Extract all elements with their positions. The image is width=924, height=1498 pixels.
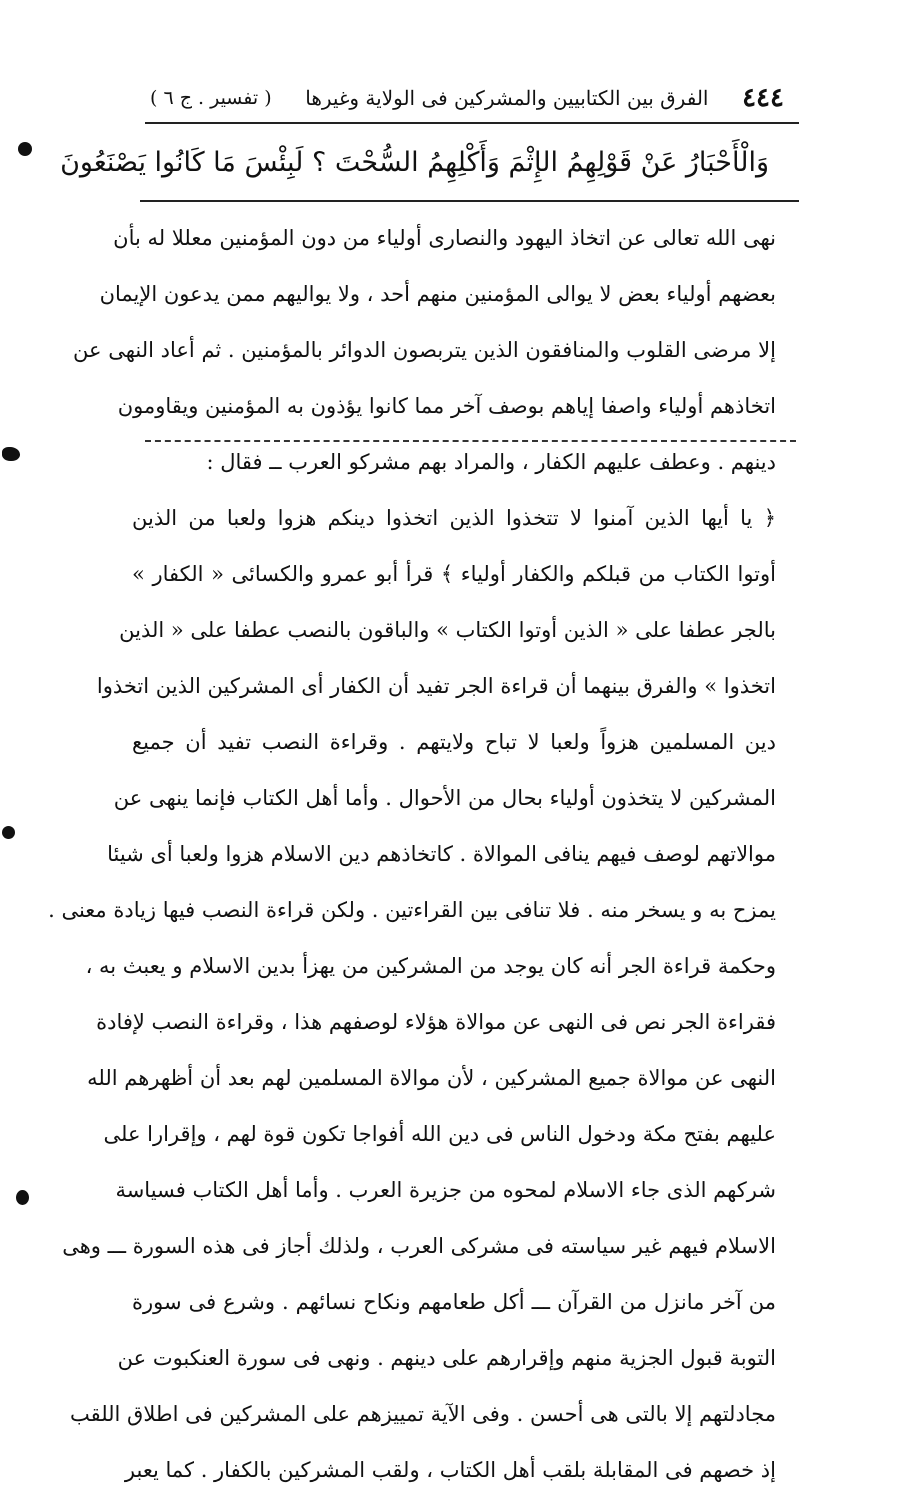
- text-line: المشركين لا يتخذون أولياء بحال من الأحوال . وأما أهل الكتاب فإنما ينهى عن: [113, 786, 776, 810]
- verse-rule: [140, 200, 799, 202]
- text-line: عليهم بفتح مكة ودخول الناس فى دين الله أفواجا تكون قوة لهم ، وإقرارا على: [103, 1122, 776, 1146]
- text-line: إذ خصهم فى المقابلة بلقب أهل الكتاب ، ولقب المشركين بالكفار . كما يعبر: [124, 1458, 776, 1482]
- text-line: دينهم . وعطف عليهم الكفار ، والمراد بهم مشركو العرب ــ فقال :: [206, 450, 776, 474]
- header-rule: [145, 122, 799, 124]
- section-reference: ( تفسير . ج ٦ ): [150, 87, 272, 109]
- running-title: الفرق بين الكتابيين والمشركين فى الولاية وغيرها: [305, 86, 709, 110]
- text-line: من آخر مانزل من القرآن ـــ أكل طعامهم ونكاح نسائهم . وشرع فى سورة: [132, 1290, 776, 1314]
- text-line: التوبة قبول الجزية منهم وإقرارهم على دينهم . ونهى فى سورة العنكبوت عن: [117, 1346, 776, 1370]
- text-line: بعضهم أولياء بعض لا يوالى المؤمنين منهم أحد ، ولا يواليهم ممن يدعون الإيمان: [99, 282, 776, 306]
- text-line: الاسلام فيهم غير سياسته فى مشركى العرب ، ولذلك أجاز فى هذه السورة ـــ وهى: [62, 1234, 776, 1258]
- page-header: [150, 78, 784, 118]
- commentary-text: [48, 210, 776, 1498]
- text-line: إلا مرضى القلوب والمنافقون الذين يتربصون الدوائر بالمؤمنين . ثم أعاد النهى عن: [73, 338, 776, 362]
- text-line: النهى عن موالاة جميع المشركين ، لأن موالاة المسلمين لهم بعد أن أظهرهم الله: [87, 1066, 776, 1090]
- text-line: بالجر عطفا على « الذين أوتوا الكتاب » والباقون بالنصب عطفا على « الذين: [119, 618, 776, 642]
- text-line: شركهم الذى جاء الاسلام لمحوه من جزيرة العرب . وأما أهل الكتاب فسياسة: [115, 1178, 776, 1202]
- text-line: أوتوا الكتاب من قبلكم والكفار أولياء ﴾ قرأ أبو عمرو والكسائى « الكفار »: [132, 562, 776, 586]
- verse-text-line: ﴿ يا أيها الذين آمنوا لا تتخذوا الذين اتخذوا دينكم هزوا ولعبا من الذين: [132, 506, 776, 530]
- text-line: موالاتهم لوصف فيهم ينافى الموالاة . كاتخاذهم دين الاسلام هزوا ولعبا أى شيئا: [107, 842, 776, 866]
- binding-hole-mark: [18, 142, 32, 156]
- quran-verse-line: وَالْأَحْبَارُ عَنْ قَوْلِهِمُ الإِثْمَ وَأَكْلِهِمُ السُّحْتَ ؟ لَبِئْسَ مَا كَانُوا يَصْنَعُونَ: [60, 147, 769, 178]
- text-line: فقراءة الجر نص فى النهى عن موالاة هؤلاء لوصفهم هذا ، وقراءة النصب لإفادة: [96, 1010, 776, 1034]
- binding-hole-mark: [16, 1190, 29, 1205]
- binding-hole-mark: [2, 447, 20, 461]
- text-line: اتخاذهم أولياء واصفا إياهم بوصف آخر مما كانوا يؤذون به المؤمنين ويقاومون: [117, 394, 776, 418]
- page-number: ٤٤٤: [742, 83, 784, 113]
- text-line: اتخذوا » والفرق بينهما أن قراءة الجر تفيد أن الكفار أى المشركين الذين اتخذوا: [96, 674, 776, 698]
- text-line: دين المسلمين هزواً ولعبا لا تباح ولايتهم . وقراءة النصب تفيد أن جميع: [132, 730, 776, 754]
- text-line: مجادلتهم إلا بالتى هى أحسن . وفى الآية تمييزهم على المشركين فى اطلاق اللقب: [69, 1402, 776, 1426]
- text-line: نهى الله تعالى عن اتخاذ اليهود والنصارى أولياء من دون المؤمنين معللا له بأن: [113, 226, 776, 250]
- binding-hole-mark: [2, 826, 15, 839]
- text-line: يمزح به و يسخر منه . فلا تنافى بين القراءتين . ولكن قراءة النصب فيها زيادة معنى .: [48, 898, 776, 922]
- text-line: وحكمة قراءة الجر أنه كان يوجد من المشركين من يهزأ بدين الاسلام و يعبث به ،: [85, 954, 776, 978]
